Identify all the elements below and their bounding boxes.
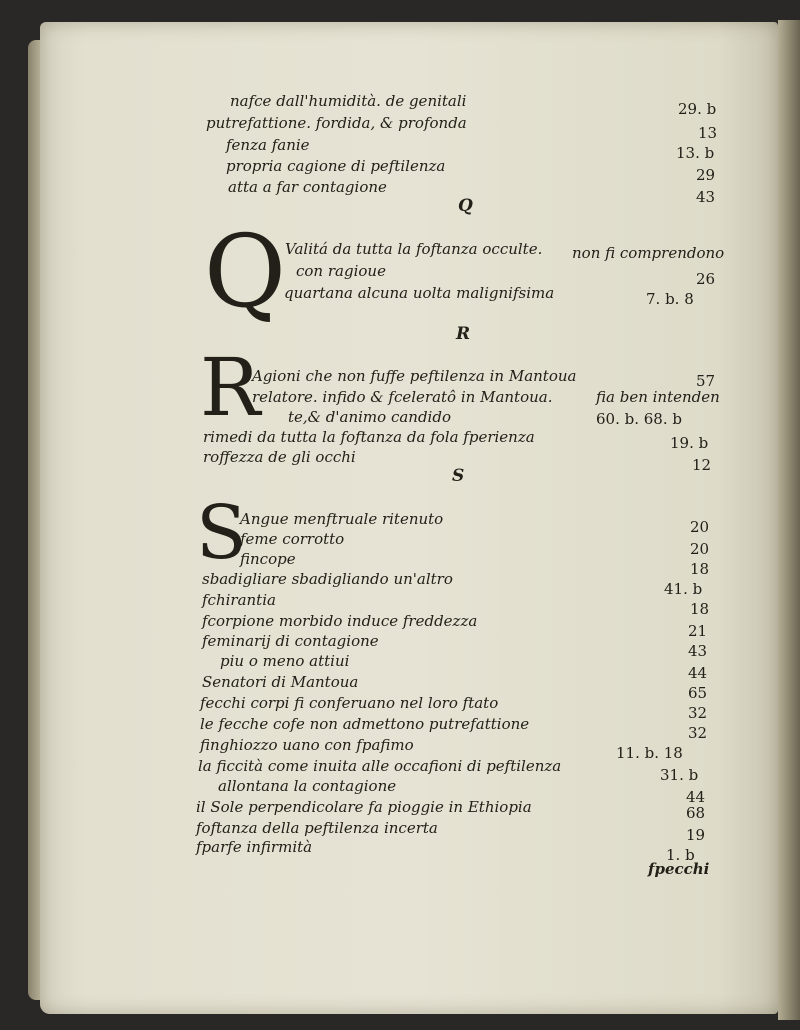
page-reference: 44 bbox=[688, 664, 708, 682]
index-entry: sbadigliare sbadigliando un'altro bbox=[202, 570, 453, 588]
index-entry: fcorpione morbido induce freddezza bbox=[202, 612, 478, 630]
index-entry: nafce dall'humidità. de genitali bbox=[230, 92, 467, 110]
section-header-r: R bbox=[456, 324, 471, 344]
index-entry: le fecche cofe non admettono putrefattione bbox=[200, 715, 530, 733]
index-entry: rimedi da tutta la foftanza da fola fperienza bbox=[203, 428, 535, 446]
index-entry: atta a far contagione bbox=[228, 178, 387, 196]
page-reference: 26 bbox=[696, 270, 716, 288]
index-entry: te,& d'animo candido bbox=[288, 408, 451, 426]
page-reference: 20 bbox=[690, 518, 710, 536]
index-entry: piu o meno attiui bbox=[220, 652, 350, 670]
index-entry: Angue menftruale ritenuto bbox=[240, 510, 444, 528]
section-header-s: S bbox=[452, 466, 465, 486]
index-entry: fenza fanie bbox=[226, 136, 310, 154]
index-entry: foftanza della peftilenza incerta bbox=[196, 819, 438, 837]
index-entry: la ficcità come inuita alle occafioni di peftilenza bbox=[198, 757, 562, 775]
index-entry: Agioni che non fuffe peftilenza in Mantoua bbox=[252, 367, 577, 385]
index-entry: propria cagione di peftilenza bbox=[226, 157, 446, 175]
index-entry: finghiozzo uano con fpafimo bbox=[200, 736, 414, 754]
index-entry: allontana la contagione bbox=[218, 777, 397, 795]
index-entry: roffezza de gli occhi bbox=[203, 448, 356, 466]
page-reference: 18 bbox=[690, 560, 710, 578]
page-reference: 12 bbox=[692, 456, 712, 474]
page-reference: 11. b. 18 bbox=[616, 744, 683, 762]
index-entry: feminarij di contagione bbox=[202, 632, 379, 650]
index-entry: il Sole perpendicolare fa pioggie in Ethiopia bbox=[196, 798, 532, 816]
page-reference: 43 bbox=[696, 188, 716, 206]
page-reference: 21 bbox=[688, 622, 708, 640]
page-reference: 19. b bbox=[670, 434, 709, 452]
index-entry: con ragioue bbox=[296, 262, 386, 280]
index-entry: fincope bbox=[240, 550, 296, 568]
page-reference: 41. b bbox=[664, 580, 703, 598]
page-reference: 1. b bbox=[666, 846, 695, 864]
page-reference: 43 bbox=[688, 642, 708, 660]
page-reference: 31. b bbox=[660, 766, 699, 784]
page-reference: 44 bbox=[686, 788, 706, 806]
index-entry: non fi comprendono bbox=[572, 244, 725, 262]
page-reference: 20 bbox=[690, 540, 710, 558]
page-reference: 32 bbox=[688, 704, 708, 722]
page-reference: 13. b bbox=[676, 144, 715, 162]
index-entry: Valitá da tutta la foftanza occulte. bbox=[285, 240, 543, 258]
page-reference: 60. b. 68. b bbox=[596, 410, 682, 428]
index-entry: quartana alcuna uolta malignifsima bbox=[284, 284, 555, 302]
index-entry: relatore. infido & fceleratô in Mantoua. bbox=[252, 388, 553, 406]
page-reference: 18 bbox=[690, 600, 710, 618]
page-reference: 29 bbox=[696, 166, 716, 184]
index-entry: Senatori di Mantoua bbox=[202, 673, 359, 691]
section-header-q: Q bbox=[458, 196, 473, 216]
index-entry: fparfe infirmità bbox=[196, 838, 313, 856]
page-reference: 29. b bbox=[678, 100, 717, 118]
page-reference: 13 bbox=[698, 124, 718, 142]
page-reference: 57 bbox=[696, 372, 716, 390]
initial-letter-r: R bbox=[200, 341, 261, 434]
index-entry: fchirantia bbox=[202, 591, 276, 609]
page-reference: 7. b. 8 bbox=[646, 290, 694, 308]
index-entry: putrefattione. fordida, & profonda bbox=[206, 114, 467, 132]
initial-letter-q: Q bbox=[204, 213, 286, 330]
book-edge-right bbox=[778, 20, 800, 1020]
page-reference: 19 bbox=[686, 826, 706, 844]
index-entry: fia ben intenden bbox=[596, 388, 720, 406]
page-reference: 32 bbox=[688, 724, 708, 742]
index-entry: feme corrotto bbox=[240, 530, 345, 548]
page-reference: 68 bbox=[686, 804, 706, 822]
index-entry: fecchi corpi fi conferuano nel loro ftato bbox=[200, 694, 499, 712]
page-reference: 65 bbox=[688, 684, 708, 702]
catchword: fpecchi bbox=[648, 860, 710, 878]
initial-letter-s: S bbox=[196, 490, 247, 576]
